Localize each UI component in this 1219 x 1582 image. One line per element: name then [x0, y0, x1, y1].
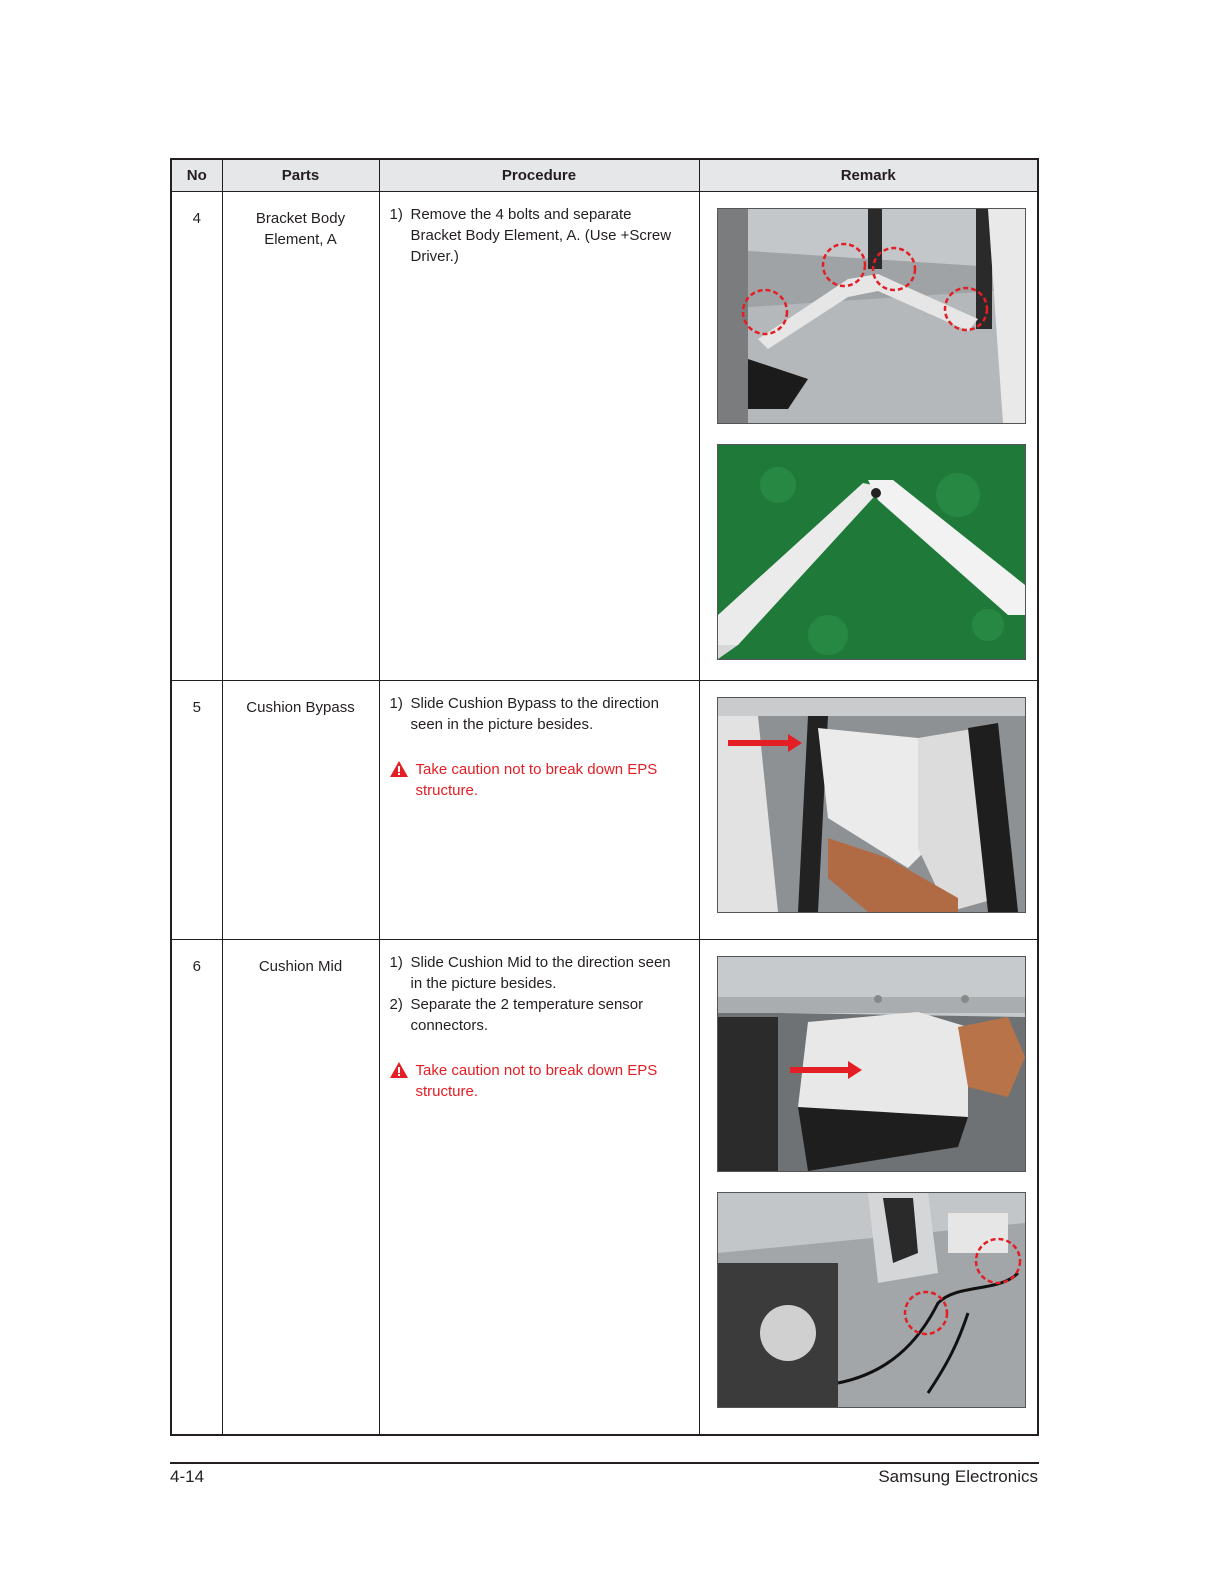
cushion-bypass-removal-photo — [717, 697, 1026, 913]
temperature-sensor-connectors-photo — [717, 1192, 1026, 1408]
row-number: 5 — [171, 681, 222, 940]
footer-divider — [170, 1462, 1039, 1464]
table-header-row — [171, 159, 1038, 192]
row-number: 4 — [171, 192, 222, 681]
caution-text: Take caution not to break down EPS structure. — [415, 1062, 658, 1100]
procedure-cell — [379, 940, 699, 1435]
step-text: Slide Cushion Mid to the direction seen in the picture besides. — [410, 954, 671, 992]
company-name: Samsung Electronics — [878, 1467, 1038, 1486]
table-row — [171, 192, 1038, 681]
procedure-step — [390, 693, 685, 735]
header-parts: Parts — [222, 159, 379, 192]
step-number: 2) — [389, 996, 403, 1013]
procedure-cell — [379, 192, 699, 681]
warning-triangle-icon — [390, 759, 416, 801]
part-name: Bracket Body Element, A — [222, 192, 379, 681]
page-number: 4-14 — [170, 1467, 205, 1486]
part-name: Cushion Bypass — [222, 681, 379, 940]
table-row — [171, 940, 1038, 1435]
remark-cell — [699, 192, 1038, 681]
step-text: Separate the 2 temperature sensor connectors. — [410, 996, 644, 1034]
procedure-table — [170, 158, 1039, 1436]
table-row — [171, 681, 1038, 940]
bracket-body-element-photo — [717, 444, 1026, 660]
procedure-step — [390, 204, 685, 267]
part-name: Cushion Mid — [222, 940, 379, 1435]
procedure-step — [390, 952, 685, 994]
step-number: 1) — [389, 695, 403, 712]
warning-triangle-icon — [390, 1060, 416, 1102]
header-remark: Remark — [699, 159, 1038, 192]
step-text: Remove the 4 bolts and separate Bracket Body Element, A. (Use +Screw Driver.) — [410, 206, 672, 265]
procedure-step — [390, 994, 685, 1036]
step-text: Slide Cushion Bypass to the direction seen in the picture besides. — [410, 695, 659, 733]
cabinet-interior-bolts-photo — [717, 208, 1026, 424]
row-number: 6 — [171, 940, 222, 1435]
caution-note — [390, 759, 685, 801]
procedure-cell — [379, 681, 699, 940]
remark-cell — [699, 940, 1038, 1435]
header-no: No — [171, 159, 222, 192]
step-number: 1) — [389, 206, 403, 223]
step-number: 1) — [389, 954, 403, 971]
cushion-mid-removal-photo — [717, 956, 1026, 1172]
caution-note — [390, 1060, 685, 1102]
remark-cell — [699, 681, 1038, 940]
header-procedure: Procedure — [379, 159, 699, 192]
caution-text: Take caution not to break down EPS structure. — [415, 761, 658, 799]
